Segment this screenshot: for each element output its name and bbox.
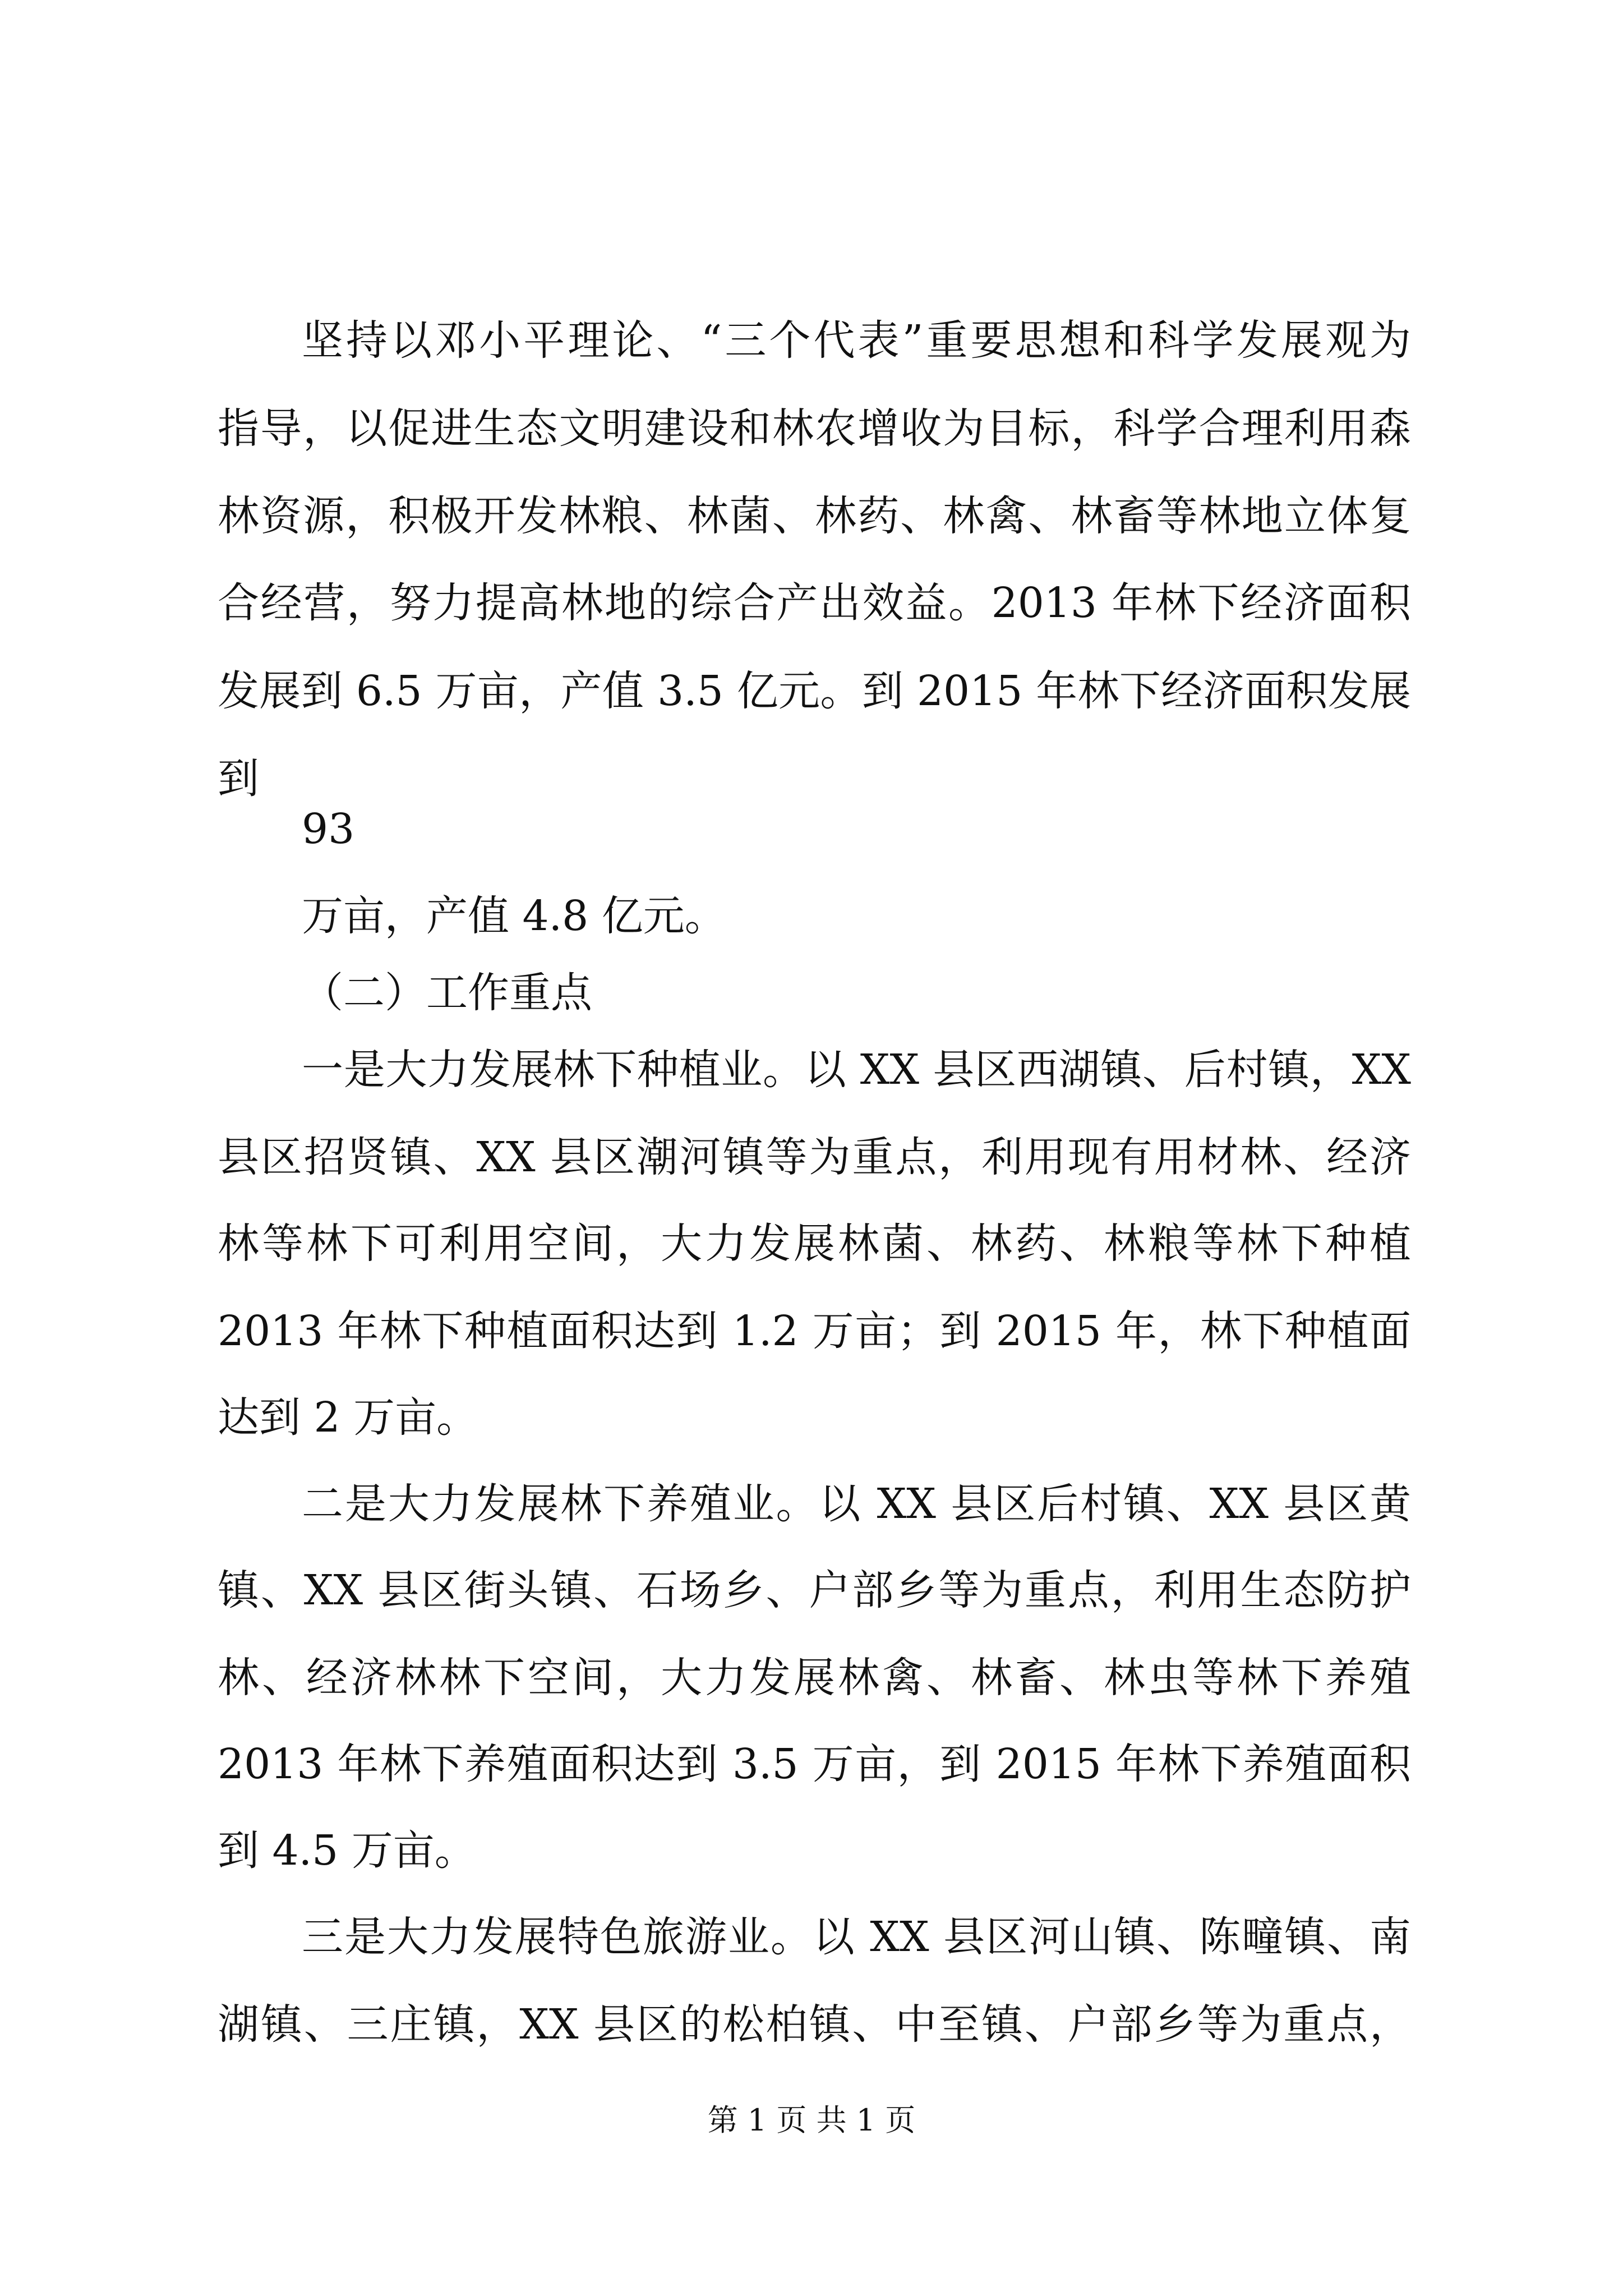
- body-line-14: 达到 2 万亩。: [218, 1393, 478, 1442]
- body-line-1: 坚持以邓小平理论、“三个代表”重要思想和科学发展观为: [302, 316, 1411, 365]
- body-line-8: 万亩，产值 4.8 亿元。: [302, 892, 726, 940]
- body-line-3: 林资源，积极开发林粮、林菌、林药、林禽、林畜等林地立体复: [218, 492, 1411, 540]
- body-line-19: 到 4.5 万亩。: [218, 1826, 476, 1875]
- page-footer: 第 1 页 共 1 页: [707, 2102, 916, 2138]
- body-line-10: 一是大力发展林下种植业。以 XX 县区西湖镇、后村镇，XX: [302, 1046, 1411, 1094]
- body-line-18: 2013 年林下养殖面积达到 3.5 万亩，到 2015 年林下养殖面积: [218, 1740, 1411, 1788]
- body-line-16: 镇、XX 县区街头镇、石场乡、户部乡等为重点，利用生态防护: [218, 1566, 1411, 1614]
- body-line-5: 发展到 6.5 万亩，产值 3.5 亿元。到 2015 年林下经济面积发展: [218, 667, 1411, 715]
- section-heading: （二）工作重点: [302, 969, 592, 1017]
- body-line-4: 合经营，努力提高林地的综合产出效益。2013 年林下经济面积: [218, 579, 1411, 627]
- body-line-12: 林等林下可利用空间，大力发展林菌、林药、林粮等林下种植: [218, 1220, 1411, 1268]
- body-line-7: 93: [302, 805, 355, 853]
- body-line-13: 2013 年林下种植面积达到 1.2 万亩；到 2015 年，林下种植面: [218, 1307, 1411, 1355]
- body-line-6: 到: [218, 754, 259, 803]
- body-line-17: 林、经济林林下空间，大力发展林禽、林畜、林虫等林下养殖: [218, 1654, 1411, 1702]
- body-line-21: 湖镇、三庄镇，XX 县区的松柏镇、中至镇、户部乡等为重点，: [218, 2000, 1411, 2049]
- body-line-15: 二是大力发展林下养殖业。以 XX 县区后村镇、XX 县区黄: [302, 1480, 1411, 1528]
- body-line-11: 县区招贤镇、XX 县区潮河镇等为重点，利用现有用材林、经济: [218, 1133, 1411, 1181]
- body-line-2: 指导，以促进生态文明建设和林农增收为目标，科学合理利用森: [218, 404, 1411, 453]
- body-line-20: 三是大力发展特色旅游业。以 XX 县区河山镇、陈疃镇、南: [302, 1913, 1411, 1961]
